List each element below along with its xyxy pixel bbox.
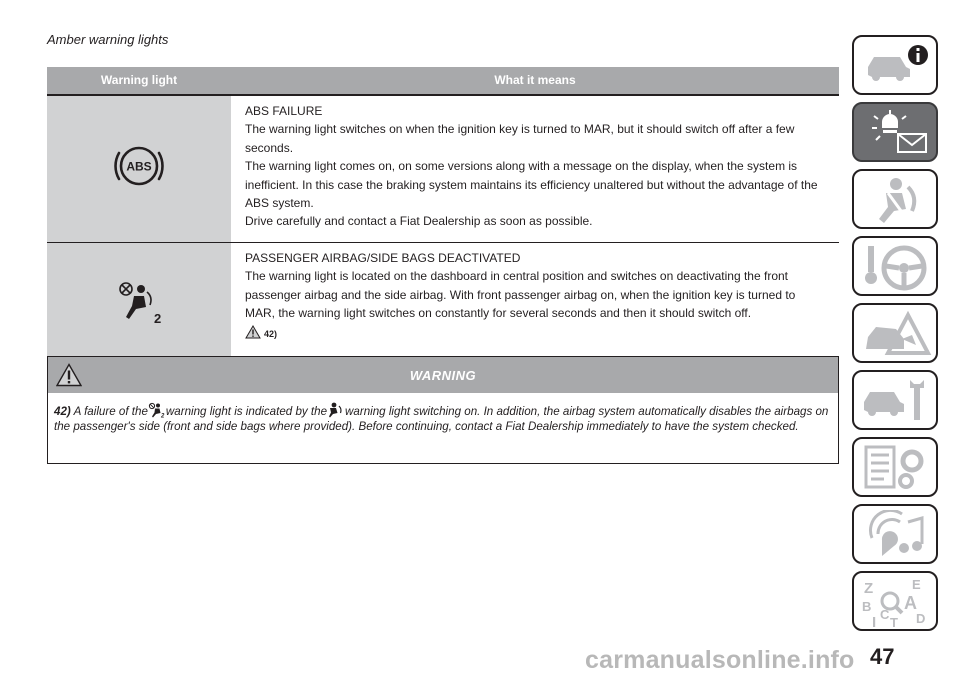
- table-row: [47, 243, 839, 368]
- car-wrench-icon: [860, 376, 932, 426]
- index-letter: A: [904, 593, 917, 613]
- row-title: PASSENGER AIRBAG/SIDE BAGS DEACTIVATED: [245, 251, 521, 265]
- watermark: carmanualsonline.info: [585, 646, 855, 674]
- car-info-tab[interactable]: [852, 35, 938, 95]
- abs-icon-label: ABS: [126, 159, 152, 174]
- description-line: The warning light comes on, on some versions along with a message on the display, when the system is inefficient. In this case the braking system maintains its efficiency unaltered but without the advantage of the ABS system.: [245, 159, 818, 211]
- emergency-icon: [860, 309, 932, 359]
- index-letter: I: [872, 614, 877, 627]
- warning-text-part: warning light is indicated by the: [165, 405, 328, 418]
- warning-lights-messages-tab[interactable]: [852, 102, 938, 162]
- index-tab[interactable]: [852, 571, 938, 631]
- description-line: Drive carefully and contact a Fiat Dealership as soon as possible.: [245, 214, 593, 229]
- safety-tab[interactable]: [852, 169, 938, 229]
- index-letter: C: [880, 607, 890, 622]
- description-cell: [231, 243, 839, 368]
- section-title: Amber warning lights: [47, 32, 169, 47]
- passenger-airbag-deactivated-icon: [114, 277, 164, 327]
- warning-lights-table: [47, 67, 839, 368]
- technical-data-tab[interactable]: [852, 437, 938, 497]
- steering-wheel-icon: [860, 242, 932, 292]
- row-title: ABS FAILURE: [245, 104, 323, 118]
- car-info-icon: [860, 41, 932, 91]
- index-letter: Z: [864, 580, 874, 597]
- header-what-it-means: What it means: [231, 67, 839, 95]
- index-letter: E: [912, 577, 921, 592]
- starting-driving-tab[interactable]: [852, 236, 938, 296]
- servicing-tab[interactable]: [852, 370, 938, 430]
- abs-warning-icon: [110, 137, 168, 195]
- header-warning-light: Warning light: [47, 67, 231, 95]
- warning-box: [47, 356, 839, 464]
- reference-number: 42): [264, 328, 278, 339]
- warning-number: 42): [54, 405, 71, 418]
- warning-text: [48, 393, 838, 434]
- multimedia-icon: [860, 510, 932, 560]
- airbag-deactivated-inline-icon: [148, 402, 166, 418]
- index-letter: T: [890, 615, 898, 627]
- icon-cell: [47, 95, 231, 243]
- description-cell: [231, 95, 839, 243]
- page-number: 47: [870, 644, 895, 669]
- index-letter: B: [862, 599, 872, 614]
- warning-lights-icon: [860, 108, 932, 158]
- warning-header: [48, 357, 838, 393]
- caution-triangle-icon: [245, 325, 261, 339]
- warning-text-part: warning light switching on. In addition, the airbag system automatically disables the airbags on the passenger's side (front and side bags where provided). Before continuing, contact a Fiat Dealership immediately to have the system checked.: [54, 405, 829, 433]
- seatbelt-airbag-icon: [860, 175, 932, 225]
- warning-text-part: A failure of the: [73, 405, 148, 418]
- description-line: The warning light switches on when the ignition key is turned to MAR, but it should switch off after a few seconds.: [245, 122, 795, 155]
- index-letter: D: [916, 611, 926, 626]
- index-icon: [860, 577, 932, 627]
- warning-title: WARNING: [409, 367, 477, 383]
- multimedia-tab[interactable]: [852, 504, 938, 564]
- table-row: [47, 95, 839, 243]
- warning-reference: [245, 325, 827, 339]
- airbag-icon-label: 2: [154, 311, 162, 327]
- svg-text:2: 2: [160, 413, 165, 418]
- data-gear-icon: [860, 443, 932, 493]
- airbag-failure-inline-icon: [327, 402, 345, 418]
- description-line: The warning light is located on the dashboard in central position and switches on deactivating the front passenger airbag and the side airbag. With front passenger airbag on, when the ignition key is turned to MAR, the warning light switches on constantly for several seconds and then it should switch off.: [245, 269, 796, 321]
- emergency-tab[interactable]: [852, 303, 938, 363]
- caution-triangle-icon: [56, 363, 82, 387]
- icon-cell: [47, 243, 231, 368]
